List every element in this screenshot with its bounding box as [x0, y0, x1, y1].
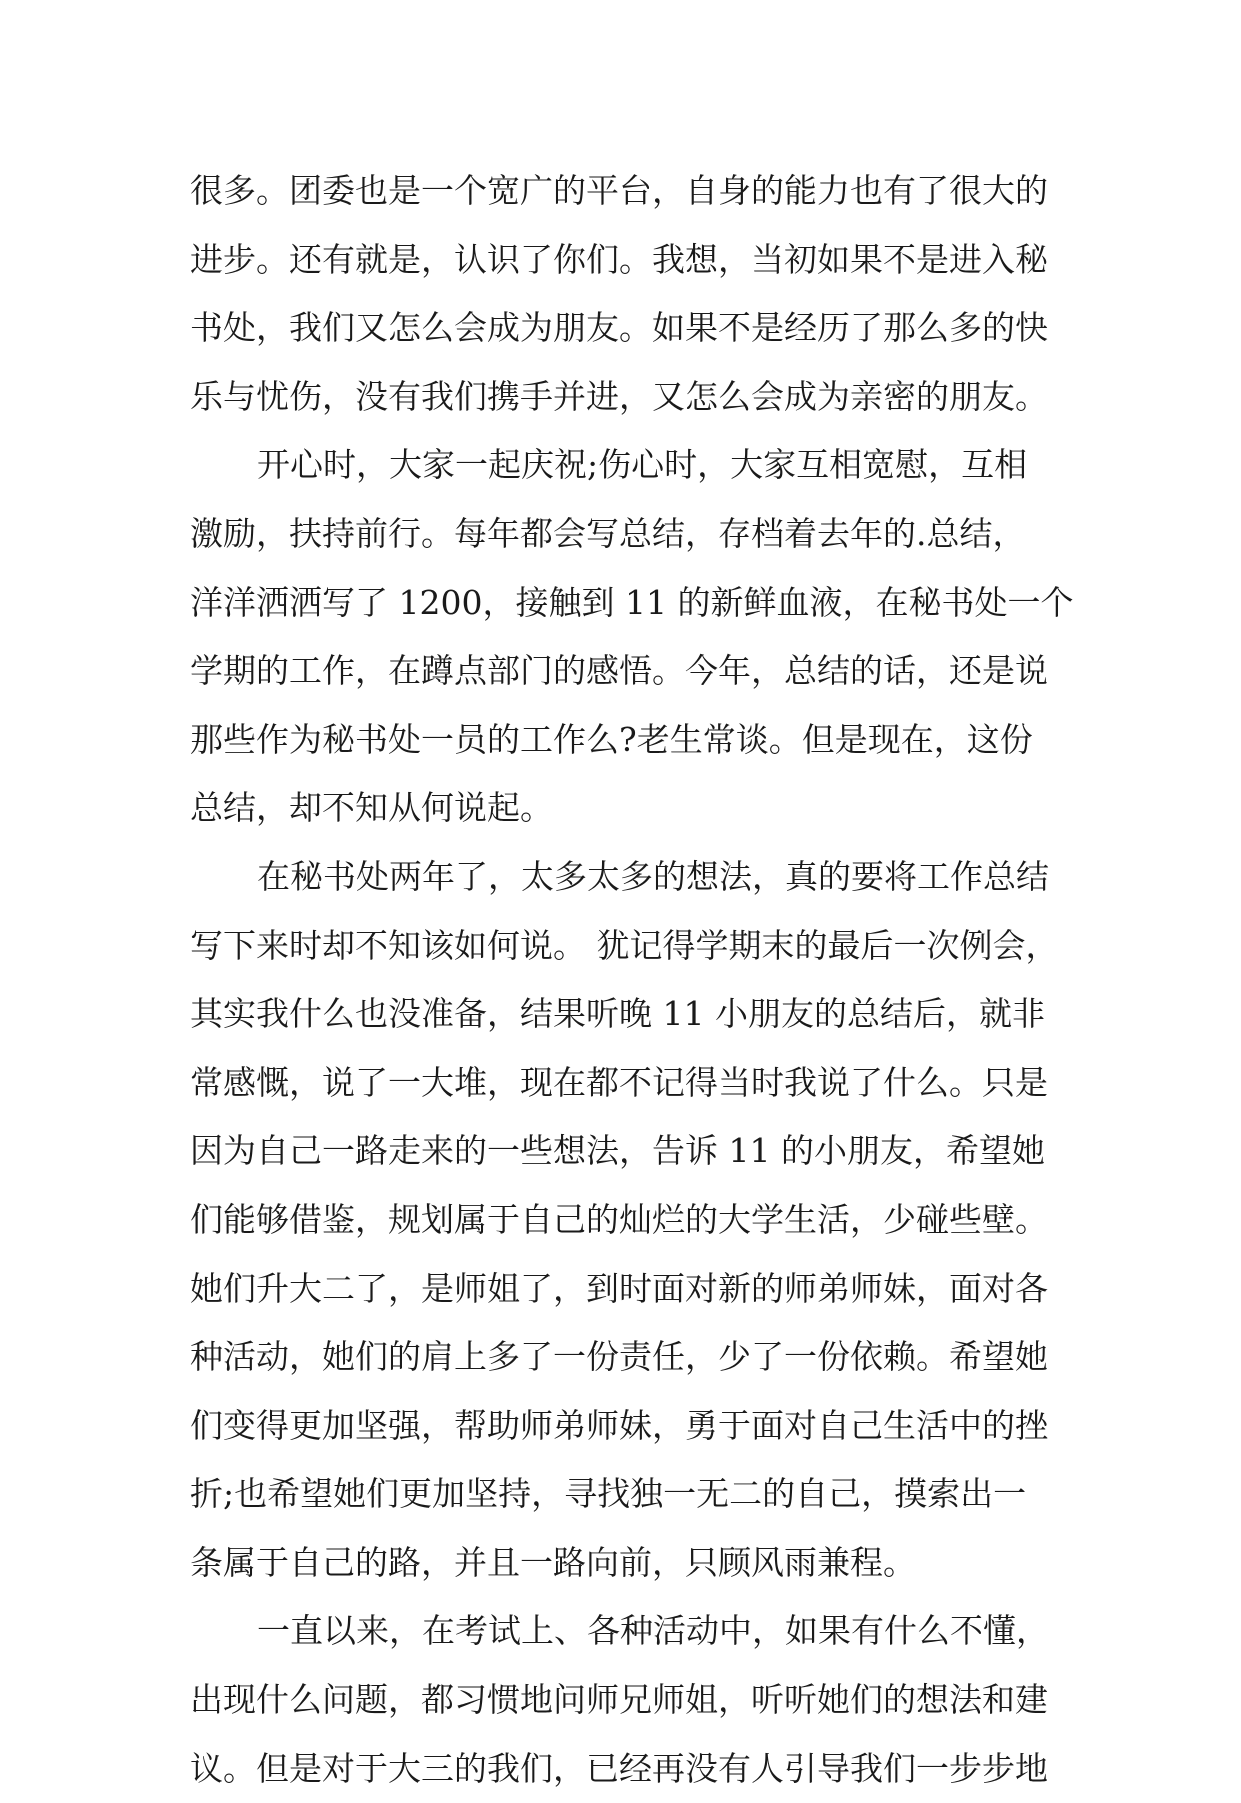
text-line: 进步。还有就是，认识了你们。我想，当初如果不是进入秘: [190, 239, 1048, 279]
text-line: 很多。团委也是一个宽广的平台，自身的能力也有了很大的: [190, 171, 1048, 210]
text-line: 写下来时却不知该如何说。 犹记得学期末的最后一次例会，: [190, 925, 1059, 965]
paragraph-first-line: 开心时，大家一起庆祝;伤心时，大家互相宽慰，互相: [257, 445, 1028, 485]
text-line: 们变得更加坚强，帮助师弟师妹，勇于面对自己生活中的挫: [190, 1405, 1048, 1445]
text-line: 出现什么问题，都习惯地问师兄师姐，听听她们的想法和建: [190, 1680, 1048, 1720]
text-line: 折;也希望她们更加坚持，寻找独一无二的自己，摸索出一: [190, 1474, 1027, 1514]
text-line: 学期的工作，在蹲点部门的感悟。今年，总结的话，还是说: [190, 651, 1048, 691]
paragraph-first-line: 在秘书处两年了，太多太多的想法，真的要将工作总结: [257, 856, 1049, 896]
text-line: 其实我什么也没准备，结果听晚 11 小朋友的总结后，就非: [190, 994, 1045, 1034]
text-line: 她们升大二了，是师姐了，到时面对新的师弟师妹，面对各: [190, 1268, 1048, 1308]
body-text: [190, 157, 1090, 1803]
text-line: 总结，却不知从何说起。: [190, 788, 553, 828]
text-line: 常感慨，说了一大堆，现在都不记得当时我说了什么。只是: [190, 1062, 1048, 1102]
text-line: 洋洋洒洒写了 1200，接触到 11 的新鲜血液，在秘书处一个: [190, 582, 1074, 622]
text-line: 们能够借鉴，规划属于自己的灿烂的大学生活，少碰些壁。: [190, 1199, 1048, 1239]
text-line: 那些作为秘书处一员的工作么?老生常谈。但是现在，这份: [190, 719, 1033, 759]
text-line: 乐与忧伤，没有我们携手并进，又怎么会成为亲密的朋友。: [190, 376, 1048, 416]
text-line: 因为自己一路走来的一些想法，告诉 11 的小朋友，希望她: [190, 1131, 1045, 1171]
text-line: 书处，我们又怎么会成为朋友。如果不是经历了那么多的快: [190, 308, 1048, 348]
paragraph-first-line: 一直以来，在考试上、各种活动中，如果有什么不懂，: [257, 1611, 1049, 1651]
text-line: 激励，扶持前行。每年都会写总结，存档着去年的.总结，: [190, 513, 1026, 553]
text-line: 议。但是对于大三的我们，已经再没有人引导我们一步步地: [190, 1748, 1048, 1788]
text-line: 种活动，她们的肩上多了一份责任，少了一份依赖。希望她: [190, 1337, 1048, 1377]
text-line: 条属于自己的路，并且一路向前，只顾风雨兼程。: [190, 1542, 916, 1582]
